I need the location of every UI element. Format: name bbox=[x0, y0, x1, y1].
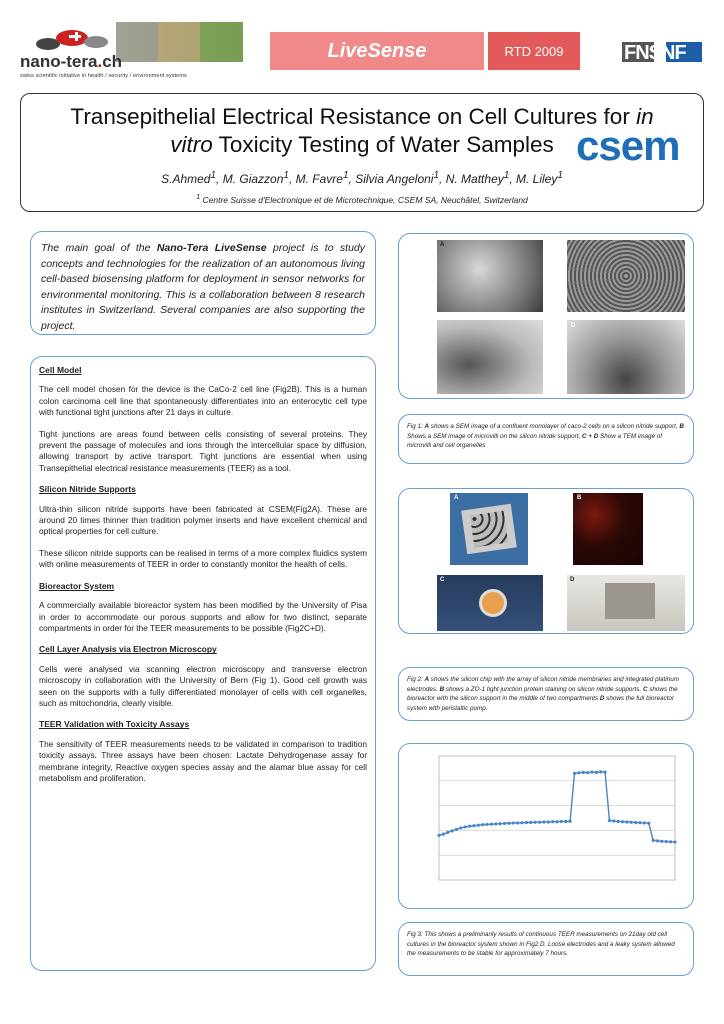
caption-text: shows a ZO-1 tight junction protein staining on silicon nitride supports. bbox=[444, 685, 643, 693]
affiliation: $^1$ Centre Suisse d'Electronique et de Microtechnique, CSEM SA, Neuchâtel, Switzerland bbox=[196, 193, 528, 205]
section-paragraph: Tight junctions are areas found between cells consisting of several proteins. They prevent the passage of molecules and ions through the intercellular space by diffusion, allowing transport by active transport. Tight junctions are essential when using Transepithelial electrical resistance measurements (TEER) as a tool. bbox=[39, 428, 367, 473]
caption-text: shows the full bioreactor system with peristaltic pump. bbox=[407, 695, 675, 712]
caption-text: shows a SEM image of a confluent monolayer of caco-2 cells on a silicon nitride support, bbox=[429, 423, 680, 430]
fnsnf-logo: FNSNF bbox=[624, 42, 686, 64]
section-paragraph: Ultra-thin silicon nitride supports have been fabricated at CSEM(Fig2A). These are around 20 times thinner than tradition polymer inserts and have excellent chemical and optical properties for cell culture. bbox=[39, 503, 367, 537]
chart-point bbox=[551, 820, 554, 823]
fig2-image-c bbox=[437, 575, 543, 631]
caption-text: B bbox=[439, 685, 445, 693]
chart-point bbox=[569, 820, 572, 823]
chart-point bbox=[564, 820, 567, 823]
fig1-caption bbox=[398, 414, 694, 464]
author-name: M. Favre bbox=[295, 172, 343, 186]
chart-series-line bbox=[439, 772, 675, 842]
fig1-image-d bbox=[567, 320, 685, 394]
chart-point bbox=[555, 820, 558, 823]
chart-point bbox=[516, 821, 519, 824]
chart-point bbox=[656, 839, 659, 842]
fig1-label-a: A bbox=[440, 242, 445, 248]
chart-point bbox=[608, 819, 611, 822]
chart-point bbox=[665, 840, 668, 843]
section-heading: Silicon Nitride Supports bbox=[39, 484, 136, 495]
chart-point bbox=[647, 822, 650, 825]
caption-text: Fig 3: This shows a preliminarily results of continuous TEER measurements on 21day old cell cultures in the bioreactor system shown in Fig2.D. Loose electrodes and a leaky system allowed the measurements to be stable for approximately 7 hours. bbox=[407, 931, 675, 957]
fig2-label-c: C bbox=[440, 577, 445, 583]
caption-text: Show a TEM image of microvilli and cell organelles bbox=[407, 432, 662, 449]
chart-point bbox=[512, 821, 515, 824]
chart-point bbox=[652, 839, 655, 842]
chart-plot-area bbox=[439, 756, 675, 880]
chart-point bbox=[630, 821, 633, 824]
chart-point bbox=[560, 820, 563, 823]
chart-point bbox=[534, 821, 537, 824]
chart-point bbox=[573, 772, 576, 775]
section-paragraph: A commercially available bioreactor system has been modified by the University of Pisa in order to accommodate our porous supports and allow for two distinct, separate compartments in order for the TEER measurements to be possible (Fig2C+D). bbox=[39, 600, 367, 633]
caption-text: D bbox=[599, 695, 605, 702]
chart-point bbox=[577, 771, 580, 774]
chart-point bbox=[451, 829, 454, 832]
chart-point bbox=[442, 833, 445, 836]
authors: S.Ahmed$^1$, M. Giazzon$^1$, M. Favre$^1$, Silvia Angeloni$^1$, N. Matthey$^1$, M. Liley$^1$ bbox=[161, 170, 563, 186]
fig2-label-a: A bbox=[454, 495, 459, 501]
author-affiliation-mark: 1 bbox=[503, 170, 510, 181]
fig2-panel bbox=[398, 488, 694, 634]
chart-point bbox=[446, 831, 449, 834]
caption-text: A bbox=[424, 676, 430, 683]
caption-text: C + D bbox=[582, 432, 599, 440]
main-text-panel bbox=[30, 356, 376, 971]
caption-text: Fig 1: bbox=[407, 423, 425, 430]
fig2-image-a bbox=[450, 493, 528, 565]
caption-text: shows the bioreactor with the silicon support in the middle of two compartments bbox=[407, 685, 678, 702]
chart-point bbox=[468, 825, 471, 828]
chart-point bbox=[542, 820, 545, 823]
chart-point bbox=[638, 821, 641, 824]
author-affiliation-mark: 1 bbox=[342, 170, 349, 181]
chart-point bbox=[595, 771, 598, 774]
project-banner: LiveSense bbox=[270, 32, 484, 70]
chart-point bbox=[621, 820, 624, 823]
chart-point bbox=[477, 824, 480, 827]
chart-point bbox=[503, 822, 506, 825]
chart-point bbox=[472, 824, 475, 827]
chart-point bbox=[612, 819, 615, 822]
chart-point bbox=[494, 822, 497, 825]
fig1-image-c bbox=[437, 320, 543, 394]
section-heading: Cell Model bbox=[39, 365, 82, 375]
fig2-label-d: D bbox=[570, 577, 575, 583]
author-affiliation-mark: 1 bbox=[557, 170, 563, 181]
chart-point bbox=[437, 834, 440, 837]
section-heading: TEER Validation with Toxicity Assays bbox=[39, 719, 190, 730]
logo-subtitle: swiss scientific initiative in health / security / environment systems bbox=[20, 73, 187, 79]
fig1-panel bbox=[398, 233, 694, 399]
fig1-image-b bbox=[567, 240, 685, 312]
fig3-panel bbox=[398, 743, 694, 909]
chart-point bbox=[538, 821, 541, 824]
section-paragraph: The cell model chosen for the device is the CaCo-2 cell line (Fig2B). This is a human colon carcinoma cell line that spontaneously differentiates into an enterocytic cell type with functional tight junctions after 21 days in culture. bbox=[39, 384, 367, 418]
fig2-image-d bbox=[567, 575, 685, 631]
chart-point bbox=[490, 823, 493, 826]
csem-logo: csem bbox=[576, 122, 680, 169]
section-paragraph: The sensitivity of TEER measurements needs to be validated in comparison to tradition toxicity assays. Three assays have been chosen: Lactate Dehydrogenase assay for membrane integrity, Reactive oxygen species assay and the alamar blue assay for cell metabolism and proliferation. bbox=[39, 738, 367, 783]
poster-title: Transepithelial Electrical Resistance on Cell Cultures for in vitro Toxicity Testing of Water Samples bbox=[70, 104, 654, 157]
author-name: M. Giazzon bbox=[222, 172, 284, 186]
caption-text: shows the silicon chip with the array of silicon nitride membranes and integrated platinum electrodes. bbox=[407, 676, 679, 693]
author-name: S.Ahmed bbox=[161, 172, 211, 186]
chart-point bbox=[485, 823, 488, 826]
intro-panel: The main goal of the Nano-Tera LiveSense project is to study concepts and technologies for the realization of an autonomous living cell-based biosensing platform for deployment in sensor networks for environmental monitoring. This is a collaboration between 8 research institutes in Switzerland. Several companies are also supporting the project. bbox=[30, 231, 376, 335]
fig2-image-b bbox=[573, 493, 643, 565]
chart-point bbox=[617, 820, 620, 823]
chart-point bbox=[529, 821, 532, 824]
chart-point bbox=[643, 821, 646, 824]
author-name: N. Matthey bbox=[445, 172, 504, 186]
chart-point bbox=[507, 822, 510, 825]
chart-point bbox=[634, 821, 637, 824]
chart-point bbox=[586, 771, 589, 774]
author-name: Silvia Angeloni bbox=[355, 172, 434, 186]
caption-text: A bbox=[424, 423, 430, 430]
fig1-label-d: D bbox=[571, 323, 576, 329]
chart-point bbox=[660, 840, 663, 843]
section-heading: Cell Layer Analysis via Electron Microscopy bbox=[39, 644, 217, 655]
fig2-caption bbox=[398, 667, 694, 721]
section-heading: Bioreactor System bbox=[39, 580, 115, 591]
author-name: M. Liley bbox=[515, 172, 558, 186]
chart-point bbox=[669, 840, 672, 843]
caption-text: Fig 2: bbox=[407, 676, 425, 683]
author-affiliation-mark: 1 bbox=[283, 170, 289, 181]
caption-text: Shows a SEM image of microvilli on the silicon nitride support, bbox=[407, 432, 582, 440]
chart-point bbox=[590, 771, 593, 774]
fig1-image-a bbox=[437, 240, 543, 312]
chart-point bbox=[481, 823, 484, 826]
chart-point bbox=[599, 770, 602, 773]
fig3-caption bbox=[398, 922, 694, 976]
chart-point bbox=[459, 826, 462, 829]
chart-point bbox=[520, 821, 523, 824]
chart-point bbox=[603, 771, 606, 774]
caption-text: C bbox=[642, 685, 648, 693]
chart-point bbox=[582, 771, 585, 774]
teer-chart bbox=[399, 744, 695, 910]
chart-point bbox=[525, 821, 528, 824]
chart-point bbox=[455, 828, 458, 831]
section-paragraph: These silicon nitride supports can be realised in terms of a more complex fluidics system with online measurements of TEER in order to constantly monitor the health of cells. bbox=[39, 547, 367, 570]
logo-wordmark: nano-tera.ch bbox=[20, 52, 123, 71]
author-affiliation-mark: 1 bbox=[210, 170, 217, 181]
fig2-label-b: B bbox=[577, 495, 582, 501]
chart-point bbox=[464, 825, 467, 828]
chart-point bbox=[547, 820, 550, 823]
chart-point bbox=[673, 840, 676, 843]
event-banner: RTD 2009 bbox=[488, 32, 580, 70]
caption-text: B bbox=[679, 423, 684, 430]
section-paragraph: Cells were analysed via scanning electron microscopy and transverse electron microscopy in collaboration with the University of Bern (Fig 1). Good cell growth was seen on the supports with a fully differentiated monolayer of cells with cell organelles, such as mitochondria, clearly visible. bbox=[39, 663, 367, 708]
author-affiliation-mark: 1 bbox=[433, 170, 440, 181]
chart-point bbox=[625, 820, 628, 823]
chart-point bbox=[499, 822, 502, 825]
